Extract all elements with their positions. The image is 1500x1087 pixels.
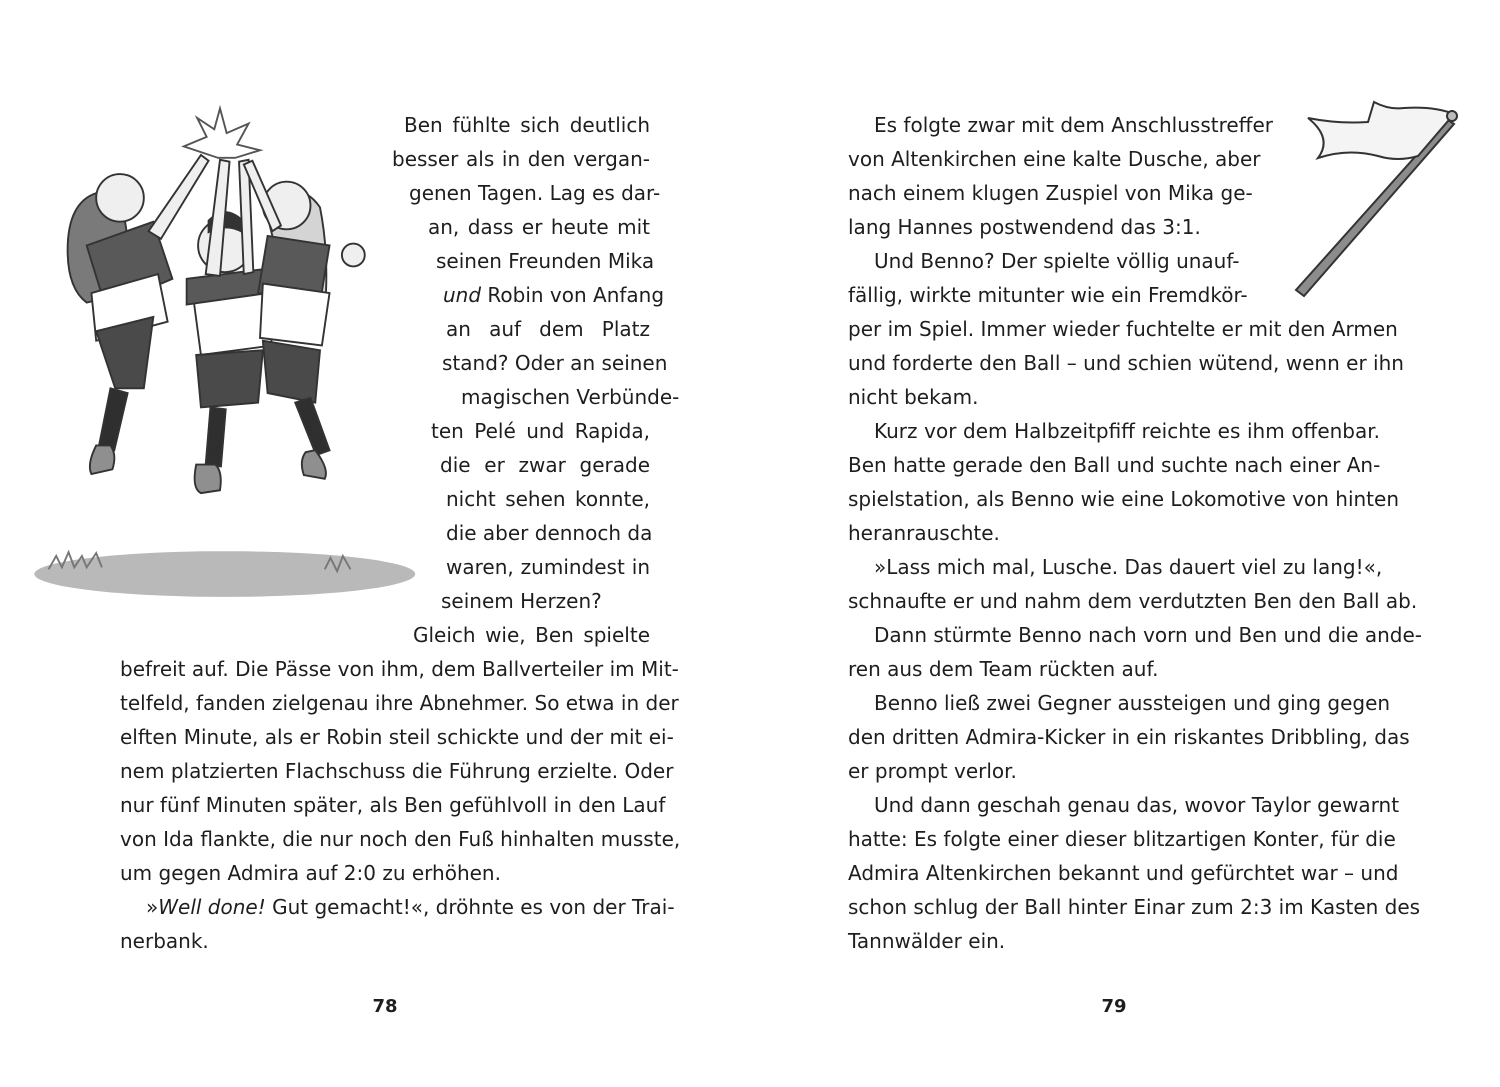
text-line: telfeld, fanden zielgenau ihre Abnehmer. So etwa in der	[120, 691, 679, 715]
text-line: magischen Verbünde-	[461, 385, 680, 409]
corner-flag-illustration	[1270, 100, 1490, 300]
text-line: von Ida flankte, die nur noch den Fuß hinhalten musste,	[120, 827, 681, 851]
text-line: ren aus dem Team rückten auf.	[848, 657, 1159, 681]
text-line: Admira Altenkirchen bekannt und gefürchtet war – und	[848, 861, 1399, 885]
text-line: Tannwälder ein.	[848, 929, 1006, 953]
text-line: seinen Freunden Mika	[436, 249, 655, 273]
text-line: Gleich wie, Ben spielte	[413, 623, 650, 647]
text-line: »Lass mich mal, Lusche. Das dauert viel zu lang!«,	[874, 555, 1383, 579]
text-line: genen Tagen. Lag es dar-	[409, 181, 661, 205]
page-number: 79	[1101, 996, 1127, 1017]
text-line	[443, 278, 665, 312]
text-line: nerbank.	[120, 929, 209, 953]
text-line: an auf dem Platz	[446, 317, 650, 341]
text-line: Und dann geschah genau das, wovor Taylor gewarnt	[874, 793, 1400, 817]
text-line: seinem Herzen?	[441, 589, 602, 613]
text-line: elften Minute, als er Robin steil schickte und der mit ei-	[120, 725, 674, 749]
children-high-five-illustration	[20, 90, 420, 620]
text-line: waren, zumindest in	[446, 555, 650, 579]
text-line: spielstation, als Benno wie eine Lokomotive von hinten	[848, 487, 1399, 511]
text-line: Und Benno? Der spielte völlig unauf-	[874, 249, 1240, 273]
text-line: lang Hannes postwendend das 3:1.	[848, 215, 1201, 239]
text-line: nach einem klugen Zuspiel von Mika ge-	[848, 181, 1253, 205]
text-line: die er zwar gerade	[440, 453, 650, 477]
text-line: nicht sehen konnte,	[446, 487, 650, 511]
text-line: hatte: Es folgte einer dieser blitzartigen Konter, für die	[848, 827, 1396, 851]
text-line: die aber dennoch da	[446, 521, 653, 545]
text-line: um gegen Admira auf 2:0 zu erhöhen.	[120, 861, 501, 885]
text-line: Ben hatte gerade den Ball und suchte nach einer An-	[848, 453, 1381, 477]
text-line: per im Spiel. Immer wieder fuchtelte er mit den Armen	[848, 317, 1398, 341]
emphasis-text: Well done!	[158, 895, 266, 919]
text-line: Es folgte zwar mit dem Anschlusstreffer	[874, 113, 1273, 137]
text-line: besser als in den vergan-	[392, 147, 650, 171]
text-line: nicht bekam.	[848, 385, 979, 409]
text-line: nur fünf Minuten später, als Ben gefühlvoll in den Lauf	[120, 793, 666, 817]
page-number: 78	[372, 996, 398, 1017]
text-line	[146, 890, 675, 924]
text-line: stand? Oder an seinen	[442, 351, 668, 375]
text-line: von Altenkirchen eine kalte Dusche, aber	[848, 147, 1261, 171]
text-segment: Gut gemacht!«, dröhnte es von der Trai-	[265, 895, 675, 919]
right-page	[750, 0, 1500, 1087]
text-line: schon schlug der Ball hinter Einar zum 2:3 im Kasten des	[848, 895, 1421, 919]
text-line: den dritten Admira-Kicker in ein riskantes Dribbling, das	[848, 725, 1410, 749]
text-line: an, dass er heute mit	[428, 215, 650, 239]
text-line: heranrauschte.	[848, 521, 1000, 545]
text-segment: Robin von Anfang	[481, 283, 665, 307]
text-line: fällig, wirkte mitunter wie ein Fremdkör-	[848, 283, 1248, 307]
text-line: und forderte den Ball – und schien wütend, wenn er ihn	[848, 351, 1404, 375]
text-line: schnaufte er und nahm dem verdutzten Ben den Ball ab.	[848, 589, 1418, 613]
text-line: ten Pelé und Rapida,	[431, 419, 650, 443]
text-line: Benno ließ zwei Gegner aussteigen und ging gegen	[874, 691, 1391, 715]
text-line: Dann stürmte Benno nach vorn und Ben und die ande-	[874, 623, 1422, 647]
text-line: Kurz vor dem Halbzeitpfiff reichte es ihm offenbar.	[874, 419, 1380, 443]
text-line: befreit auf. Die Pässe von ihm, dem Ballverteiler im Mit-	[120, 657, 679, 681]
text-line: er prompt verlor.	[848, 759, 1017, 783]
text-line: nem platzierten Flachschuss die Führung erzielte. Oder	[120, 759, 674, 783]
text-line: Ben fühlte sich deutlich	[404, 113, 650, 137]
text-segment: »	[146, 895, 159, 919]
emphasis-text: und	[443, 283, 482, 307]
